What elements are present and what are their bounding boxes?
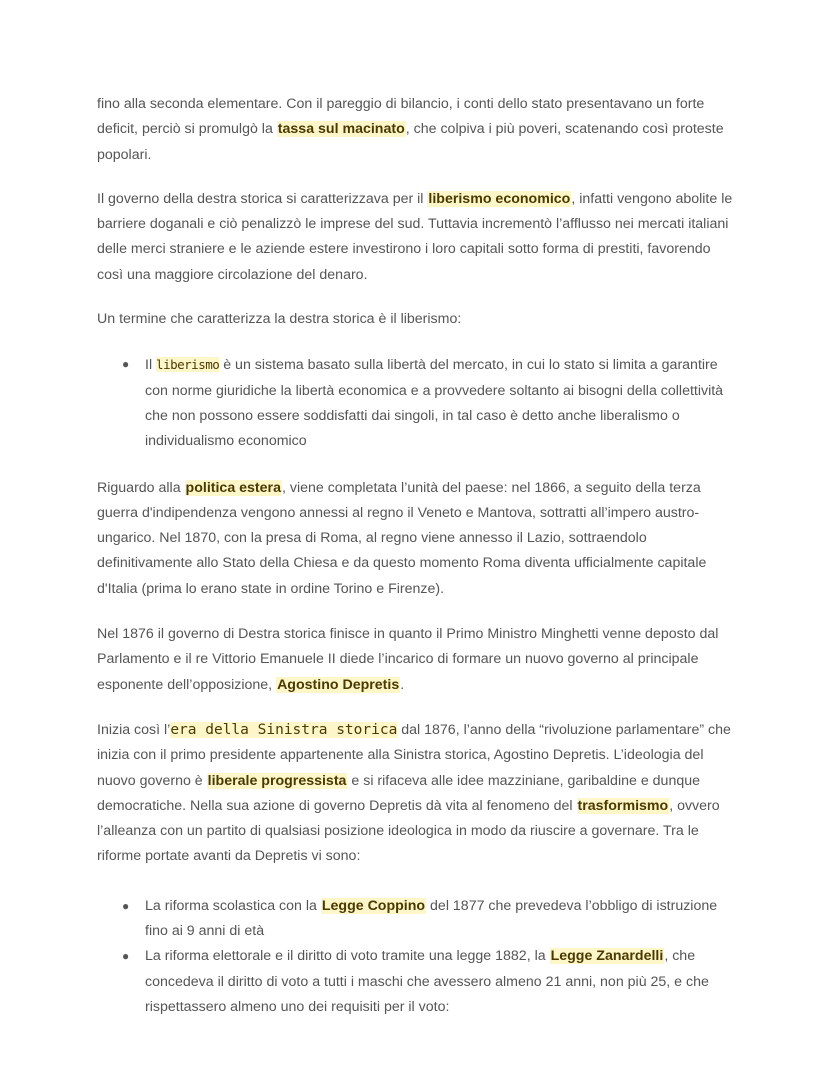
highlight-legge-zanardelli: Legge Zanardelli [550,948,664,965]
highlight-tassa-sul-macinato: tassa sul macinato [277,121,405,138]
text-run: Inizia così l’ [97,721,171,738]
text-run: è un sistema basato sulla libertà del mercato, in cui lo stato si limita a garantire con norme giuridiche la libertà economica e a provvedere soltanto ai bisogni della collettività che non possono essere soddisfatti dai singoli, in tal caso è detto anche liberalismo o individualismo economico [145,357,724,450]
text-run: del 1877 che prevedeva l’obbligo di istruzione fino ai 9 anni di età [145,897,718,940]
text-run: La riforma scolastica con la [145,897,321,914]
paragraph-tassa-macinato [97,92,737,168]
text-run: , ovvero l’alleanza con un partito di qualsiasi posizione ideologica in modo da riuscire a governare. Tra le riforme portate avanti da Depretis vi sono: [97,797,720,865]
highlight-agostino-depretis: Agostino Depretis [277,676,400,693]
text-run: . [400,676,405,693]
list-item [97,894,737,945]
text-run: , che colpiva i più poveri, scatenando così proteste popolari. [97,121,724,163]
list-item [97,352,737,454]
paragraph-fine-destra-storica [97,622,737,698]
text-run: Il [145,357,157,374]
bullet-icon: ● [122,357,130,372]
handwritten-era-sinistra-storica: era della Sinistra storica [170,721,398,738]
text-run: dal 1876, l’anno della “rivoluzione parlamentare” che inizia con il primo presidente appartenente alla Sinistra storica, Agostino Depretis. L’ideologia del nuovo governo è [97,721,731,789]
text-run: La riforma elettorale e il diritto di voto tramite una legge 1882, la [145,948,550,965]
text-run: fino alla seconda elementare. Con il pareggio di bilancio, i conti dello stato presentavano un forte deficit, perciò si promulgò la [97,96,705,138]
text-run: , infatti vengono abolite le barriere doganali e ciò penalizzò le imprese del sud. Tuttavia incrementò l’afflusso nei mercati italiani delle merci straniere e le aziende estere investirono i loro capitali sotto forma di prestiti, favorendo così una maggiore circolazione del denaro. [97,190,733,283]
bullet-icon: ● [122,898,130,913]
handwritten-liberismo: liberismo [156,357,220,373]
paragraph-termine-liberismo: Un termine che caratterizza la destra storica è il liberismo: [97,311,462,328]
text-run: Riguardo alla [97,479,185,496]
text-run: , che concedeva il diritto di voto a tutti i maschi che avessero almeno 21 anni, non più 25, e che rispettassero almeno uno dei requisiti per il voto: [145,948,709,1015]
document-page [97,92,737,1020]
highlight-liberismo-economico: liberismo economico [428,190,571,207]
paragraph-liberismo-economico [97,187,737,288]
text-run: e si rifaceva alle idee mazziniane, garibaldine e dunque democratiche. Nella sua azione di governo Depretis dà vita al fenomeno del [97,772,701,814]
text-run: , viene completata l’unità del paese: nel 1866, a seguito della terza guerra d'indipendenza vengono annessi al regno il Veneto e Mantova, sottratti all’impero austro-ungarico. Nel 1870, con la presa di Roma, al regno viene annesso il Lazio, sottraendolo definitivamente allo Stato della Chiesa e da questo momento Roma diventa ufficialmente capitale d'Italia (prima lo erano state in ordine Torino e Firenze). [97,479,707,597]
text-run: Nel 1876 il governo di Destra storica finisce in quanto il Primo Ministro Minghetti venne deposto dal Parlamento e il re Vittorio Emanuele II diede l’incarico di formare un nuovo governo al principale esponente dell’opposizione, [97,626,719,693]
highlight-politica-estera: politica estera [185,479,281,496]
paragraph-sinistra-storica [97,718,737,870]
bullet-list-riforme [97,894,737,1020]
highlight-legge-coppino: Legge Coppino [321,897,426,914]
text-run: Il governo della destra storica si caratterizzava per il [97,190,428,207]
bullet-icon: ● [122,949,130,964]
bullet-list-liberismo [97,352,737,454]
highlight-trasformismo: trasformismo [577,797,669,814]
paragraph-politica-estera [97,476,737,602]
list-item [97,944,737,1020]
highlight-liberale-progressista: liberale progressista [207,772,347,789]
